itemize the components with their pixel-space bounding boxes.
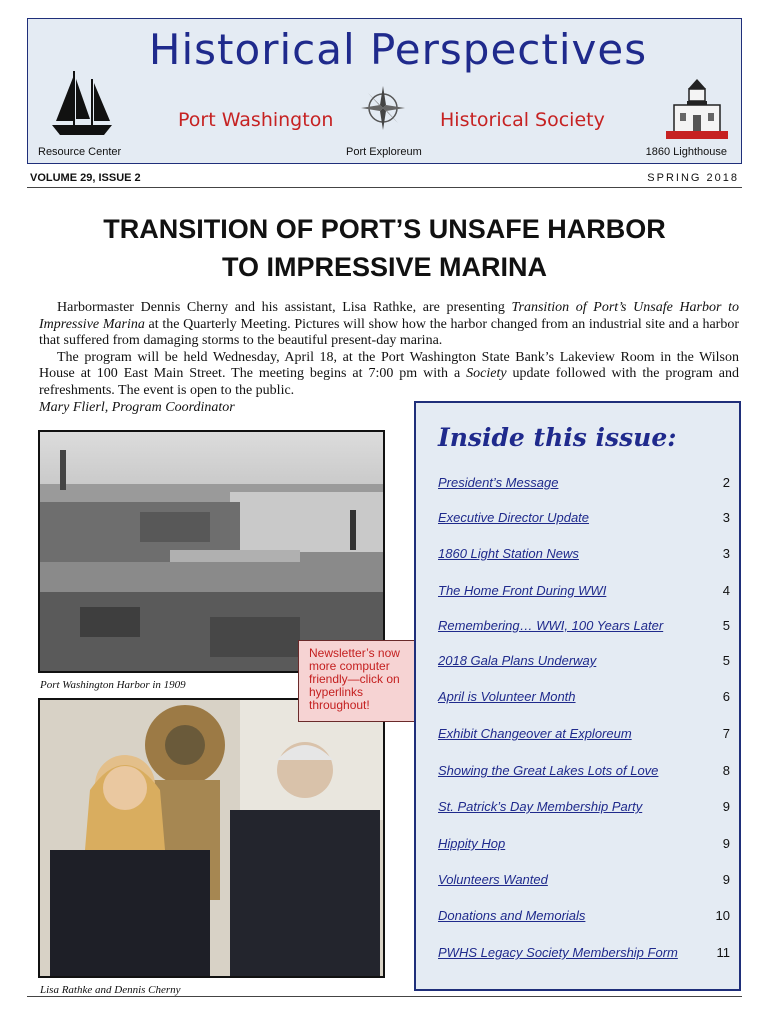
toc-page-number: 9 [722,836,730,851]
headline-line-1: TRANSITION OF PORT’S UNSAFE HARBOR [103,214,666,244]
article-paragraph-1: Harbormaster Dennis Cherny and his assistant, Lisa Rathke, are presenting Transition of Port’s Unsafe Harbor to Impressive Marina at the Quarterly Meeting. Pictures will show how the harbor changed from an industrial site and a harbor that suffered from damaging storms to the beautiful present-day marina. [39,300,739,349]
toc-link[interactable]: Volunteers Wanted [438,872,548,887]
inside-title: Inside this issue: [438,423,677,452]
toc-page-number: 2 [722,475,730,490]
masthead-subtitle-left: Port Washington [178,109,334,131]
article-headline [27,210,742,286]
article-signature: Mary Flierl, Program Coordinator [39,399,235,415]
toc-page-number: 9 [722,872,730,887]
toc-page-number: 8 [722,763,730,778]
toc-page-number: 3 [722,510,730,525]
toc-item[interactable] [438,475,730,495]
toc-link[interactable]: The Home Front During WWI [438,583,607,598]
toc-item[interactable] [438,908,730,928]
issue-bar [27,170,742,188]
toc-link[interactable]: St. Patrick’s Day Membership Party [438,799,643,814]
toc-page-number: 7 [722,726,730,741]
toc-link[interactable]: 1860 Light Station News [438,546,579,561]
toc-page-number: 5 [722,618,730,633]
toc-item[interactable] [438,799,730,819]
toc-link[interactable]: Exhibit Changeover at Exploreum [438,726,632,741]
toc-link[interactable]: Hippity Hop [438,836,506,851]
toc-page-number: 5 [722,653,730,668]
location-resource-center: Resource Center [38,146,122,158]
toc-link[interactable]: Showing the Great Lakes Lots of Love [438,763,659,778]
toc-link[interactable]: Remembering… WWI, 100 Years Later [438,618,664,633]
toc-page-number: 3 [722,546,730,561]
hyperlink-callout: Newsletter’s now more computer friendly—click on hyperlinks throughout! [298,640,418,722]
masthead-subtitle-right: Historical Society [440,109,605,131]
toc-item[interactable] [438,546,730,566]
harbor-1909-photo [38,430,385,673]
schooner-icon [50,69,114,139]
toc-item[interactable] [438,872,730,892]
toc-page-number: 11 [716,945,730,960]
article-body [39,300,739,416]
masthead [27,18,742,164]
volume-issue: VOLUME 29, ISSUE 2 [30,172,141,184]
lighthouse-icon [666,77,728,139]
location-1860-lighthouse: 1860 Lighthouse [645,146,727,158]
toc-link[interactable]: Executive Director Update [438,510,590,525]
toc-link[interactable]: President’s Message [438,475,559,490]
article-paragraph-2: The program will be held Wednesday, April 18, at the Port Washington State Bank’s Lakeview Room in the Wilson House at 100 East Main Street. The meeting begins at 7:00 pm with a Society update followed with the program and refreshments. The event is open to the public. [39,349,740,398]
rathke-cherny-photo [38,698,385,978]
bottom-divider [27,996,742,997]
headline-line-2: TO IMPRESSIVE MARINA [221,252,548,282]
issue-season: SPRING 2018 [647,172,739,184]
toc-page-number: 4 [722,583,730,598]
compass-rose-icon [360,85,406,131]
location-port-exploreum: Port Exploreum [346,146,422,158]
toc-item[interactable] [438,689,730,709]
toc-link[interactable]: April is Volunteer Month [438,689,576,704]
masthead-title: Historical Perspectives [148,25,648,74]
toc-page-number: 9 [722,799,730,814]
toc-item[interactable] [438,618,730,638]
photo-caption-people: Lisa Rathke and Dennis Cherny [40,984,181,996]
toc-item[interactable] [438,763,730,783]
photo-caption-harbor: Port Washington Harbor in 1909 [40,679,186,691]
toc-item[interactable] [438,836,730,856]
toc-link[interactable]: Donations and Memorials [438,908,586,923]
toc-item[interactable] [438,510,730,530]
toc-item[interactable] [438,726,730,746]
toc-link[interactable]: 2018 Gala Plans Underway [438,653,597,668]
toc-page-number: 6 [722,689,730,704]
toc-item[interactable] [438,653,730,673]
toc-item[interactable] [438,945,730,965]
inside-this-issue-box [414,401,741,991]
toc-page-number: 10 [715,908,730,923]
toc-link[interactable]: PWHS Legacy Society Membership Form [438,945,678,960]
toc-item[interactable] [438,583,730,603]
